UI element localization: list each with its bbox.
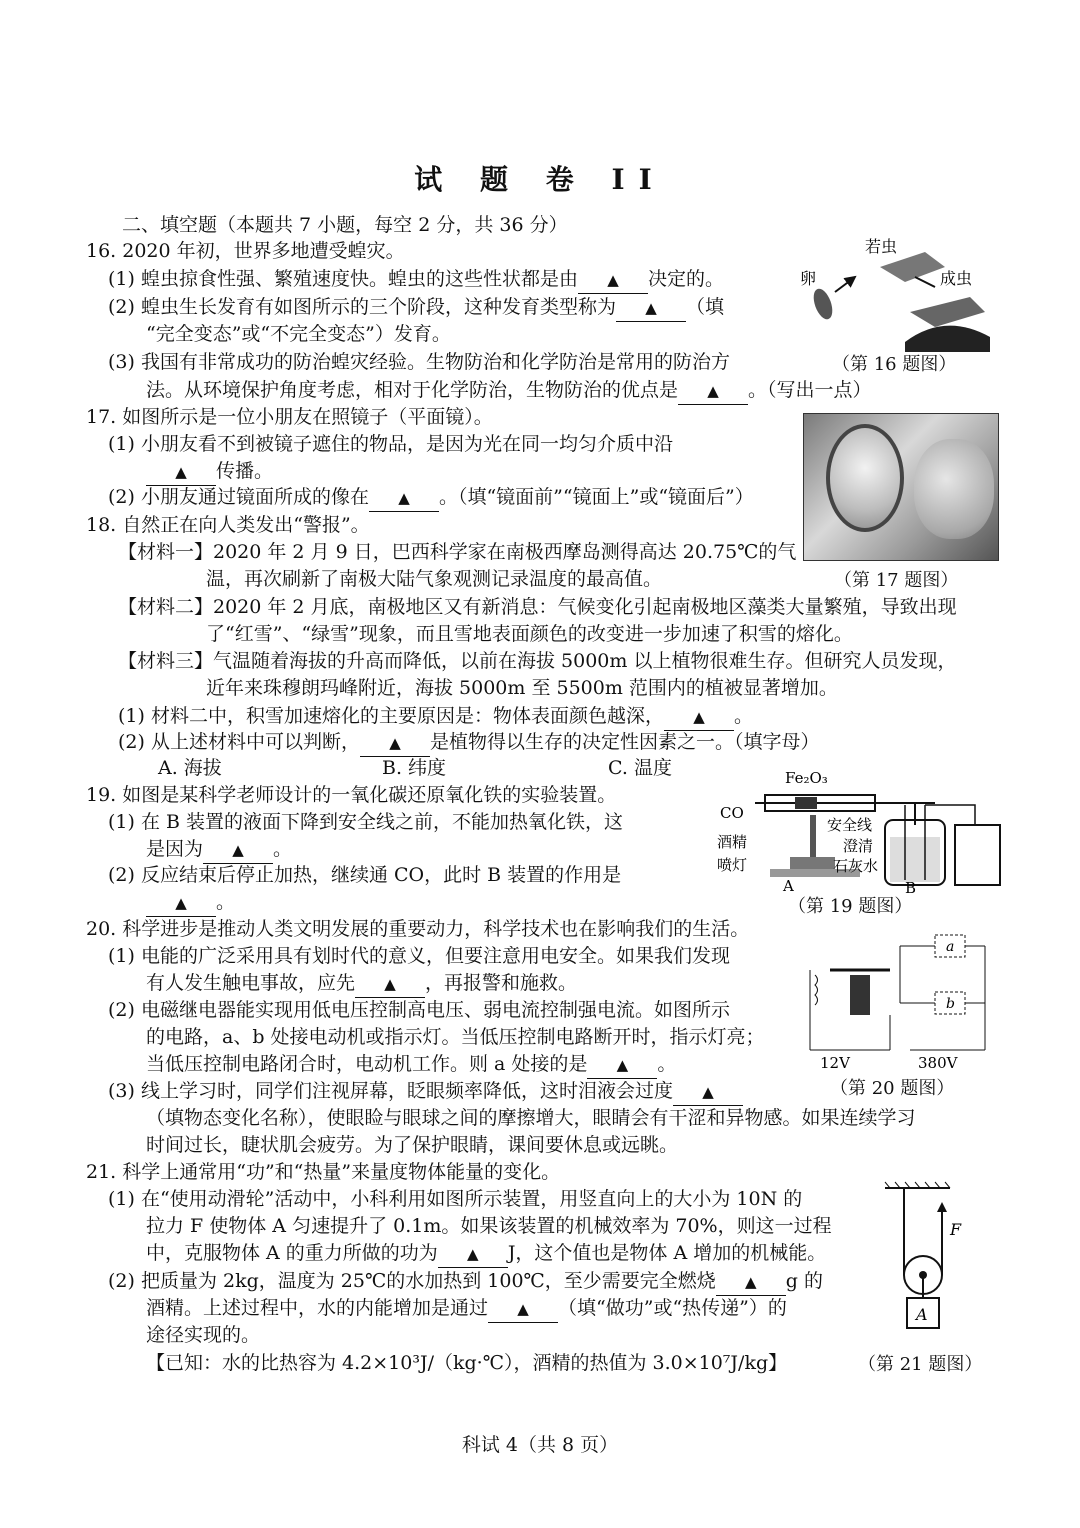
section-header: 二、填空题（本题共 7 小题，每空 2 分，共 36 分） <box>122 214 568 236</box>
answer-blank[interactable]: ▲ <box>664 703 734 731</box>
answer-blank[interactable]: ▲ <box>146 458 216 486</box>
pulley-figure <box>880 1180 980 1335</box>
lamp-label-1: 酒精 <box>717 833 748 851</box>
apparatus-a-label: A <box>783 877 794 895</box>
q18-option-a: A. 海拔 <box>158 757 222 779</box>
force-f-label: F <box>950 1220 962 1239</box>
answer-blank[interactable]: ▲ <box>616 294 686 322</box>
q19-part2-cont: ▲ 。 <box>146 889 235 917</box>
egg-label: 卵 <box>800 269 817 288</box>
q19-part2: (2) 反应结束后停止加热，继续通 CO，此时 B 装置的作用是 <box>108 864 622 886</box>
q17-part1: (1) 小朋友看不到被镜子遮住的物品，是因为光在同一均匀介质中沿 <box>108 433 673 455</box>
answer-blank[interactable]: ▲ <box>678 377 748 405</box>
q19-part1: (1) 在 B 装置的液面下降到安全线之前，不能加热氧化铁，这 <box>108 811 623 833</box>
q17-part1-cont: ▲ 传播。 <box>146 458 273 486</box>
q21-stem: 21. 科学上通常用“功”和“热量”来量度物体能量的变化。 <box>86 1161 561 1183</box>
q21-part1-cont1: 拉力 F 使物体 A 匀速提升了 0.1m。如果该装置的机械效率为 70%，则这一过程 <box>146 1215 832 1237</box>
safety-line-label: 安全线 <box>827 816 873 834</box>
q20-part2: (2) 电磁继电器能实现用低电压控制高电压、弱电流控制强电流。如图所示 <box>108 999 730 1021</box>
q20-part3-cont2: 时间过长，睫状肌会疲劳。为了保护眼睛，课间要休息或远眺。 <box>146 1134 679 1156</box>
q20-part1-cont: 有人发生触电事故，应先 ▲ ，再报警和施救。 <box>146 970 577 998</box>
q18-material3: 【材料三】气温随着海拔的升高而降低，以前在海拔 5000m 以上植物很难生存。但研究人员发现， <box>118 650 957 672</box>
q18-material1-cont: 温，再次刷新了南极大陆气象观测记录温度的最高值。 <box>206 568 663 590</box>
answer-blank[interactable]: ▲ <box>360 729 430 757</box>
answer-blank[interactable]: ▲ <box>578 266 648 294</box>
fig21-caption: （第 21 题图） <box>858 1354 983 1375</box>
q17-part2: (2) 小朋友通过镜面所成的像在 ▲ 。（填“镜面前”“镜面上”或“镜面后”） <box>108 484 754 512</box>
q19-part1-cont: 是因为 ▲ 。 <box>146 836 292 864</box>
q16-part3: (3) 我国有非常成功的防治蝗灾经验。生物防治和化学防治是常用的防治方 <box>108 351 730 373</box>
co-label: CO <box>720 804 744 822</box>
page-title: 试 题 卷 II <box>414 163 666 196</box>
fig19-caption: （第 19 题图） <box>788 896 913 917</box>
answer-blank[interactable]: ▲ <box>673 1078 743 1106</box>
block-a-label: A <box>916 1305 928 1324</box>
q21-part1-cont2: 中，克服物体 A 的重力所做的功为 ▲ J，这个值也是物体 A 增加的机械能。 <box>146 1240 826 1268</box>
q20-part2-cont2: 当低压控制电路闭合时，电动机工作。则 a 处接的是 ▲ 。 <box>146 1051 676 1079</box>
slot-a-label: a <box>946 939 955 955</box>
page-footer: 科试 4（共 8 页） <box>461 1434 619 1456</box>
q18-stem: 18. 自然正在向人类发出“警报”。 <box>86 514 370 536</box>
limewater-label: 石灰水 <box>833 857 879 875</box>
slot-b-label: b <box>946 996 955 1012</box>
q21-part1: (1) 在“使用动滑轮”活动中，小科利用如图所示装置，用竖直向上的大小为 10N 的 <box>108 1188 803 1210</box>
answer-blank[interactable]: ▲ <box>355 970 425 998</box>
q16-stem: 16. 2020 年初，世界多地遭受蝗灾。 <box>86 240 405 262</box>
q18-option-c: C. 温度 <box>608 757 672 779</box>
answer-blank[interactable]: ▲ <box>587 1051 657 1079</box>
lamp-label-2: 喷灯 <box>717 856 748 874</box>
q16-part3-cont: 法。从环境保护角度考虑，相对于化学防治，生物防治的优点是 ▲ 。（写出一点） <box>146 377 872 405</box>
fig16-caption: （第 16 题图） <box>832 354 957 375</box>
q20-stem: 20. 科学进步是推动人类文明发展的重要动力，科学技术也在影响我们的生活。 <box>86 918 750 940</box>
q20-part3-cont1: （填物态变化名称），使眼睑与眼球之间的摩擦增大，眼睛会有干涩和异物感。如果连续学习 <box>146 1107 916 1129</box>
child-head-shape <box>914 439 994 539</box>
apparatus-b-label: B <box>905 879 917 895</box>
adult-label: 成虫 <box>940 269 973 288</box>
q16-part2: (2) 蝗虫生长发育有如图所示的三个阶段，这种发育类型称为 ▲ （填 <box>108 294 724 322</box>
answer-blank[interactable]: ▲ <box>438 1240 508 1268</box>
q20-part3: (3) 线上学习时，同学们注视屏幕，眨眼频率降低，这时泪液会过度 ▲ <box>108 1078 743 1106</box>
q20-part1: (1) 电能的广泛采用具有划时代的意义，但要注意用电安全。如果我们发现 <box>108 945 730 967</box>
q21-part2-cont1: 酒精。上述过程中，水的内能增加是通过 ▲ （填“做功”或“热传递”）的 <box>146 1295 787 1323</box>
co-reduction-apparatus-figure <box>715 765 1005 895</box>
q21-part2-cont2: 途径实现的。 <box>146 1324 261 1346</box>
q20-part2-cont1: 的电路，a、b 处接电动机或指示灯。当低压控制电路断开时，指示灯亮； <box>146 1026 765 1048</box>
voltage-12v-label: 12V <box>820 1054 850 1070</box>
q16-part2-cont: “完全变态”或“不完全变态”）发育。 <box>146 323 451 345</box>
nymph-label: 若虫 <box>865 237 898 256</box>
locust-lifecycle-figure <box>795 232 995 352</box>
q16-part1: (1) 蝗虫掠食性强、繁殖速度快。蝗虫的这些性状都是由 ▲ 决定的。 <box>108 266 724 294</box>
mirror-shape <box>826 424 904 532</box>
relay-circuit-figure <box>800 930 1000 1070</box>
clear-label: 澄清 <box>843 837 874 855</box>
voltage-380v-label: 380V <box>918 1054 958 1070</box>
answer-blank[interactable]: ▲ <box>146 889 216 917</box>
answer-blank[interactable]: ▲ <box>716 1268 786 1296</box>
q18-material1: 【材料一】2020 年 2 月 9 日，巴西科学家在南极西摩岛测得高达 20.75℃的气 <box>118 541 797 563</box>
q18-material2-cont: 了“红雪”、“绿雪”现象，而且雪地表面颜色的改变进一步加速了积雪的熔化。 <box>206 623 853 645</box>
q18-material2: 【材料二】2020 年 2 月底，南极地区又有新消息：气候变化引起南极地区藻类大量繁殖，导致出现 <box>118 596 957 618</box>
q21-known-data: 【已知：水的比热容为 4.2×10³J/（kg·℃），酒精的热值为 3.0×10⁷J/kg】 <box>146 1352 788 1374</box>
q17-stem: 17. 如图所示是一位小朋友在照镜子（平面镜）。 <box>86 406 493 428</box>
fe2o3-label: Fe₂O₃ <box>785 769 828 787</box>
answer-blank[interactable]: ▲ <box>488 1295 558 1323</box>
q18-part1: (1) 材料二中，积雪加速熔化的主要原因是：物体表面颜色越深， ▲ 。 <box>118 703 753 731</box>
q19-stem: 19. 如图是某科学老师设计的一氧化碳还原氧化铁的实验装置。 <box>86 784 617 806</box>
q21-part2: (2) 把质量为 2kg，温度为 25℃的水加热到 100℃，至少需要完全燃烧 ▲ g 的 <box>108 1268 823 1296</box>
answer-blank[interactable]: ▲ <box>203 836 273 864</box>
child-mirror-photo <box>803 413 999 561</box>
q18-option-b: B. 纬度 <box>382 757 447 779</box>
answer-blank[interactable]: ▲ <box>369 484 439 512</box>
fig20-caption: （第 20 题图） <box>830 1078 955 1099</box>
q18-part2: (2) 从上述材料中可以判断， ▲ 是植物得以生存的决定性因素之一。（填字母） <box>118 729 819 757</box>
fig17-caption: （第 17 题图） <box>834 570 959 591</box>
q18-material3-cont: 近年来珠穆朗玛峰附近，海拔 5000m 至 5500m 范围内的植被显著增加。 <box>206 677 838 699</box>
